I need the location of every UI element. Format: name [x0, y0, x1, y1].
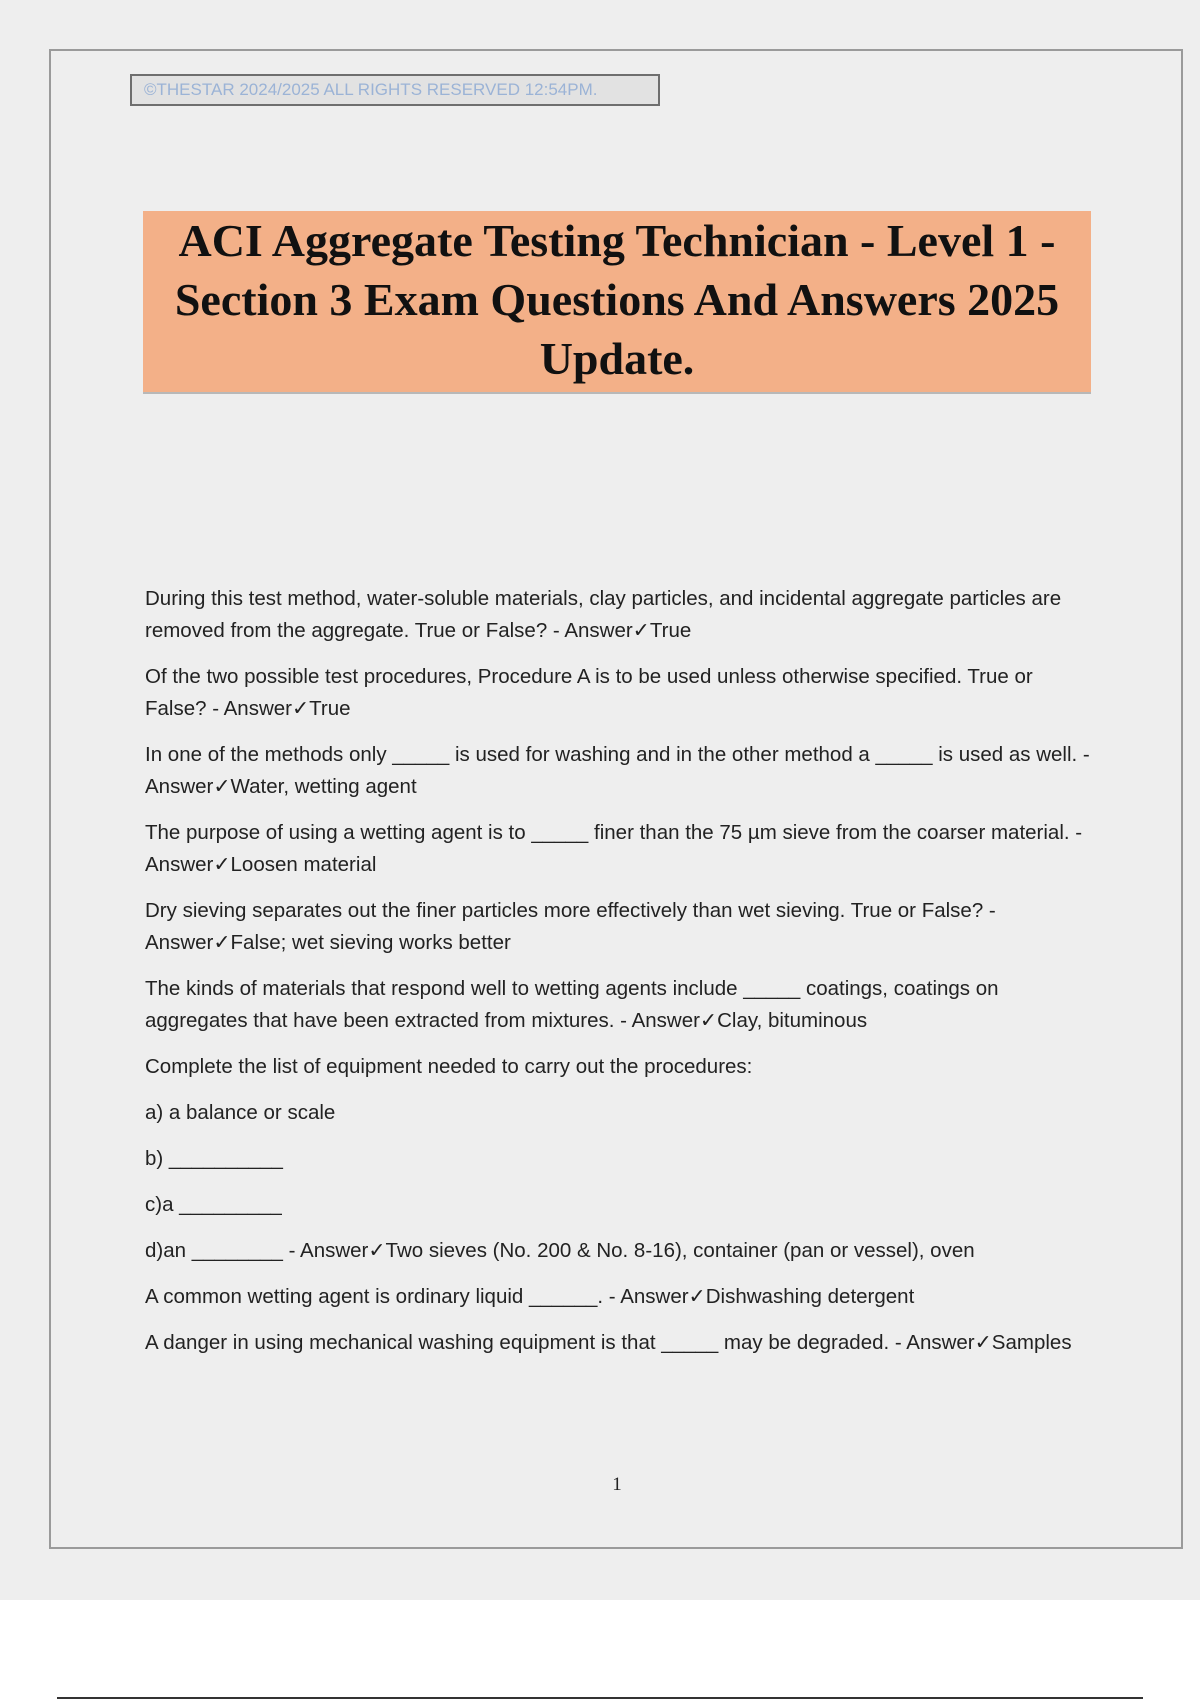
bottom-divider — [57, 1697, 1143, 1699]
qa-item: b) __________ — [145, 1147, 283, 1170]
qa-item: Of the two possible test procedures, Procedure A is to be used unless otherwise specified. True or False? - Answer✓True — [145, 665, 1033, 720]
qa-item: d)an ________ - Answer✓Two sieves (No. 200 & No. 8-16), container (pan or vessel), oven — [145, 1239, 975, 1262]
qa-item: a) a balance or scale — [145, 1101, 336, 1124]
qa-item: A danger in using mechanical washing equipment is that _____ may be degraded. - Answer✓Samples — [145, 1331, 1072, 1354]
qa-item: The purpose of using a wetting agent is to _____ finer than the 75 µm sieve from the coarser material. - Answer✓Loosen material — [145, 821, 1083, 876]
qa-list — [145, 583, 1095, 1373]
qa-item: A common wetting agent is ordinary liquid ______. - Answer✓Dishwashing detergent — [145, 1285, 915, 1308]
qa-item: Dry sieving separates out the finer particles more effectively than wet sieving. True or False? - Answer✓False; wet sieving works better — [145, 899, 996, 954]
qa-item: During this test method, water-soluble materials, clay particles, and incidental aggregate particles are removed from the aggregate. True or False? - Answer✓True — [145, 587, 1062, 642]
document-title: ACI Aggregate Testing Technician - Level 1 - Section 3 Exam Questions And Answers 2025 Update. — [174, 215, 1060, 384]
qa-item: c)a _________ — [145, 1193, 282, 1216]
copyright-text: ©THESTAR 2024/2025 ALL RIGHTS RESERVED 12:54PM. — [144, 80, 598, 99]
title-banner — [143, 211, 1091, 394]
qa-item: In one of the methods only _____ is used for washing and in the other method a _____ is used as well. - Answer✓Water, wetting agent — [145, 743, 1090, 798]
qa-item: Complete the list of equipment needed to carry out the procedures: — [145, 1055, 753, 1078]
copyright-banner — [130, 74, 660, 106]
page-number: 1 — [612, 1474, 622, 1495]
qa-item: The kinds of materials that respond well to wetting agents include _____ coatings, coatings on aggregates that have been extracted from mixtures. - Answer✓Clay, bituminous — [145, 977, 999, 1032]
